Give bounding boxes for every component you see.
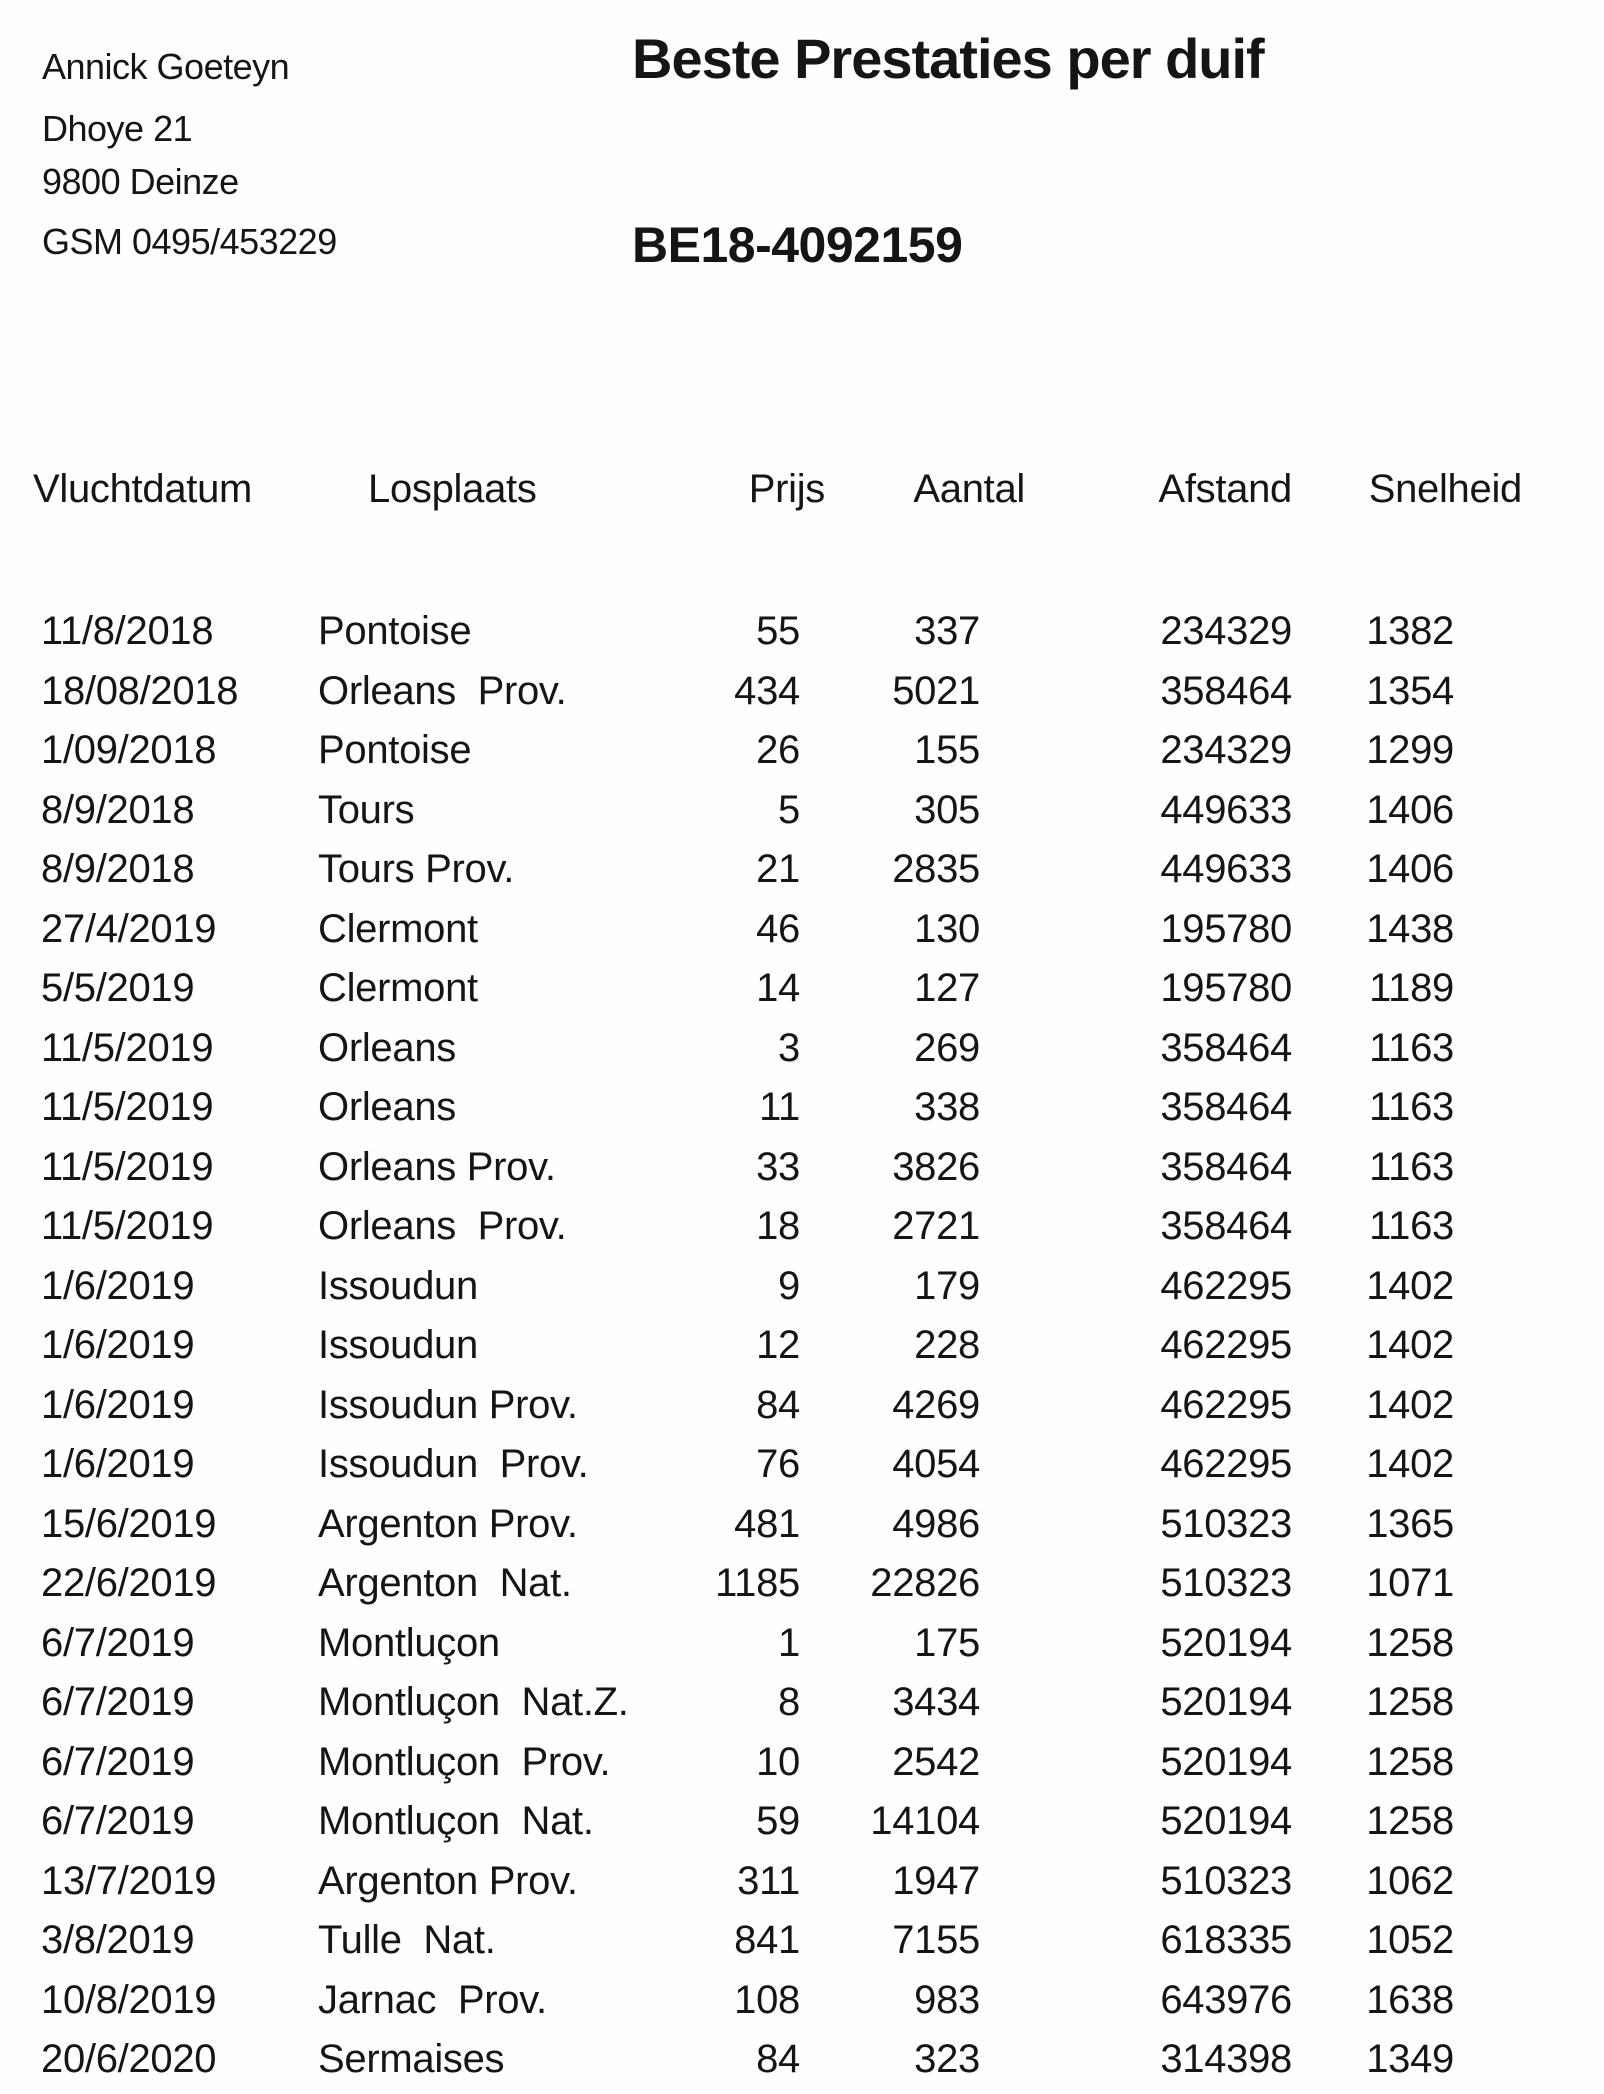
cell-distance: 510323 bbox=[1160, 1858, 1292, 1903]
cell-count: 5021 bbox=[892, 668, 980, 713]
cell-speed: 1071 bbox=[1366, 1561, 1454, 1605]
cell-place: Clermont bbox=[318, 906, 478, 951]
table-row bbox=[33, 1911, 1454, 1971]
cell-date: 1/6/2019 bbox=[41, 1263, 195, 1308]
cell-date: 15/6/2019 bbox=[41, 1501, 217, 1546]
cell-count: 127 bbox=[914, 966, 980, 1010]
cell-place: Orleans bbox=[318, 1085, 456, 1129]
cell-date: 6/7/2019 bbox=[41, 1799, 195, 1843]
table-row bbox=[33, 1792, 1454, 1852]
cell-speed: 1438 bbox=[1366, 906, 1454, 951]
cell-place: Montluçon Nat. bbox=[318, 1799, 594, 1843]
cell-prize: 434 bbox=[734, 668, 800, 713]
cell-prize: 9 bbox=[778, 1263, 800, 1308]
cell-distance: 358464 bbox=[1160, 1204, 1292, 1248]
cell-count: 155 bbox=[914, 728, 980, 772]
cell-distance: 462295 bbox=[1160, 1323, 1292, 1367]
cell-speed: 1062 bbox=[1366, 1858, 1454, 1903]
cell-speed: 1163 bbox=[1369, 1144, 1454, 1189]
cell-date: 6/7/2019 bbox=[41, 1620, 195, 1665]
cell-prize: 33 bbox=[756, 1144, 800, 1189]
cell-count: 3826 bbox=[892, 1144, 980, 1189]
cell-date: 11/5/2019 bbox=[41, 1085, 214, 1129]
cell-prize: 18 bbox=[756, 1204, 800, 1248]
cell-speed: 1052 bbox=[1366, 1918, 1454, 1962]
cell-date: 10/8/2019 bbox=[41, 1977, 217, 2022]
cell-distance: 358464 bbox=[1160, 1025, 1292, 1070]
cell-prize: 14 bbox=[756, 966, 800, 1010]
cell-distance: 234329 bbox=[1160, 728, 1292, 772]
cell-speed: 1365 bbox=[1366, 1501, 1454, 1546]
cell-place: Issoudun Prov. bbox=[318, 1382, 578, 1427]
cell-speed: 1402 bbox=[1366, 1382, 1454, 1427]
cell-speed: 1258 bbox=[1366, 1620, 1454, 1665]
table-row bbox=[33, 900, 1454, 960]
cell-speed: 1299 bbox=[1366, 728, 1454, 772]
cell-speed: 1189 bbox=[1369, 966, 1454, 1010]
table-row bbox=[33, 840, 1454, 900]
table-row bbox=[33, 1019, 1454, 1079]
cell-prize: 10 bbox=[756, 1739, 800, 1784]
col-header-prijs: Prijs bbox=[748, 467, 825, 511]
cell-place: Argenton Nat. bbox=[318, 1561, 572, 1605]
cell-date: 20/6/2020 bbox=[41, 2037, 217, 2081]
table-row bbox=[33, 1257, 1454, 1317]
table-row bbox=[33, 1316, 1454, 1376]
cell-prize: 84 bbox=[756, 1382, 800, 1427]
table-row bbox=[33, 1138, 1454, 1198]
cell-place: Orleans Prov. bbox=[318, 668, 567, 713]
cell-count: 337 bbox=[914, 609, 980, 653]
table-row bbox=[33, 1733, 1454, 1793]
sender-name: Annick Goeteyn bbox=[42, 46, 290, 87]
cell-distance: 618335 bbox=[1160, 1918, 1292, 1962]
table-row bbox=[33, 1971, 1454, 2031]
cell-prize: 59 bbox=[756, 1799, 800, 1843]
cell-distance: 520194 bbox=[1160, 1739, 1292, 1784]
cell-place: Issoudun bbox=[318, 1323, 478, 1367]
cell-date: 8/9/2018 bbox=[41, 787, 195, 832]
cell-prize: 311 bbox=[737, 1858, 800, 1903]
cell-date: 22/6/2019 bbox=[41, 1561, 217, 1605]
cell-place: Pontoise bbox=[318, 609, 472, 653]
table-row bbox=[33, 1197, 1454, 1257]
cell-speed: 1406 bbox=[1366, 787, 1454, 832]
cell-speed: 1349 bbox=[1366, 2037, 1454, 2081]
cell-place: Argenton Prov. bbox=[318, 1501, 578, 1546]
cell-date: 8/9/2018 bbox=[41, 847, 195, 891]
cell-count: 175 bbox=[914, 1620, 980, 1665]
cell-count: 4986 bbox=[892, 1501, 980, 1546]
cell-count: 2542 bbox=[892, 1739, 980, 1784]
cell-count: 305 bbox=[914, 787, 980, 832]
cell-speed: 1258 bbox=[1366, 1739, 1454, 1784]
cell-speed: 1354 bbox=[1366, 668, 1454, 713]
cell-count: 323 bbox=[914, 2037, 980, 2081]
cell-prize: 5 bbox=[778, 787, 800, 832]
cell-date: 3/8/2019 bbox=[41, 1918, 195, 1962]
table-row bbox=[33, 602, 1454, 662]
col-header-afstand: Afstand bbox=[1158, 467, 1292, 511]
table-row bbox=[33, 1673, 1454, 1733]
cell-date: 11/5/2019 bbox=[41, 1204, 214, 1248]
sender-phone: GSM 0495/453229 bbox=[42, 221, 337, 262]
col-header-vluchtdatum: Vluchtdatum bbox=[33, 467, 253, 511]
table-row bbox=[33, 721, 1454, 781]
cell-distance: 462295 bbox=[1160, 1382, 1292, 1427]
cell-date: 11/5/2019 bbox=[41, 1144, 214, 1189]
cell-date: 5/5/2019 bbox=[41, 966, 195, 1010]
cell-distance: 195780 bbox=[1160, 906, 1292, 951]
cell-place: Orleans Prov. bbox=[318, 1144, 556, 1189]
cell-date: 1/6/2019 bbox=[41, 1323, 195, 1367]
cell-count: 228 bbox=[914, 1323, 980, 1367]
cell-place: Issoudun bbox=[318, 1263, 478, 1308]
cell-distance: 462295 bbox=[1160, 1442, 1292, 1486]
col-header-aantal: Aantal bbox=[913, 467, 1025, 511]
cell-prize: 21 bbox=[756, 847, 800, 891]
cell-distance: 358464 bbox=[1160, 1144, 1292, 1189]
cell-place: Tours bbox=[318, 787, 415, 832]
sender-city: 9800 Deinze bbox=[42, 161, 239, 202]
cell-place: Sermaises bbox=[318, 2037, 505, 2081]
table-row bbox=[33, 1376, 1454, 1436]
cell-count: 3434 bbox=[892, 1680, 980, 1724]
page-title: Beste Prestaties per duif bbox=[632, 27, 1264, 90]
cell-speed: 1258 bbox=[1366, 1799, 1454, 1843]
cell-date: 11/5/2019 bbox=[41, 1025, 214, 1070]
cell-distance: 449633 bbox=[1160, 847, 1292, 891]
cell-count: 1947 bbox=[892, 1858, 980, 1903]
cell-place: Montluçon Prov. bbox=[318, 1739, 611, 1784]
cell-place: Orleans bbox=[318, 1025, 456, 1070]
cell-place: Montluçon bbox=[318, 1620, 500, 1665]
cell-count: 4269 bbox=[892, 1382, 980, 1427]
cell-prize: 1 bbox=[778, 1620, 800, 1665]
table-row bbox=[33, 1614, 1454, 1674]
cell-count: 338 bbox=[914, 1085, 980, 1129]
cell-place: Clermont bbox=[318, 966, 478, 1010]
cell-place: Issoudun Prov. bbox=[318, 1442, 589, 1486]
table-row bbox=[33, 1078, 1454, 1138]
ring-number: BE18-4092159 bbox=[632, 217, 963, 273]
cell-prize: 76 bbox=[756, 1442, 800, 1486]
cell-distance: 195780 bbox=[1160, 966, 1292, 1010]
cell-count: 269 bbox=[914, 1025, 980, 1070]
cell-count: 2835 bbox=[892, 847, 980, 891]
cell-date: 27/4/2019 bbox=[41, 906, 217, 951]
cell-count: 2721 bbox=[892, 1204, 980, 1248]
cell-distance: 643976 bbox=[1160, 1977, 1292, 2022]
sender-street: Dhoye 21 bbox=[42, 108, 193, 149]
cell-distance: 314398 bbox=[1160, 2037, 1292, 2081]
table-row bbox=[33, 2030, 1454, 2090]
cell-count: 983 bbox=[914, 1977, 980, 2022]
cell-place: Orleans Prov. bbox=[318, 1204, 567, 1248]
table-row bbox=[33, 1852, 1454, 1912]
results-table bbox=[33, 460, 1522, 2090]
cell-prize: 84 bbox=[756, 2037, 800, 2081]
cell-prize: 11 bbox=[759, 1085, 800, 1129]
cell-prize: 841 bbox=[734, 1918, 800, 1962]
cell-count: 130 bbox=[914, 906, 980, 951]
table-row bbox=[33, 1435, 1454, 1495]
cell-place: Jarnac Prov. bbox=[318, 1977, 547, 2022]
cell-prize: 3 bbox=[778, 1025, 800, 1070]
cell-date: 11/8/2018 bbox=[41, 609, 214, 653]
cell-prize: 26 bbox=[756, 728, 800, 772]
cell-date: 1/6/2019 bbox=[41, 1442, 195, 1486]
cell-count: 4054 bbox=[892, 1442, 980, 1486]
cell-place: Tulle Nat. bbox=[318, 1918, 496, 1962]
cell-count: 7155 bbox=[892, 1918, 980, 1962]
cell-prize: 108 bbox=[734, 1977, 800, 2022]
cell-speed: 1163 bbox=[1369, 1025, 1454, 1070]
cell-prize: 46 bbox=[756, 906, 800, 951]
cell-distance: 234329 bbox=[1160, 609, 1292, 653]
cell-prize: 481 bbox=[734, 1501, 800, 1546]
cell-speed: 1163 bbox=[1369, 1204, 1454, 1248]
cell-speed: 1638 bbox=[1366, 1977, 1454, 2022]
cell-speed: 1382 bbox=[1366, 609, 1454, 653]
cell-count: 22826 bbox=[870, 1561, 980, 1605]
cell-date: 18/08/2018 bbox=[41, 668, 239, 713]
cell-distance: 510323 bbox=[1160, 1501, 1292, 1546]
cell-date: 13/7/2019 bbox=[41, 1858, 217, 1903]
col-header-losplaats: Losplaats bbox=[368, 467, 537, 511]
table-row bbox=[33, 781, 1454, 841]
cell-prize: 1185 bbox=[715, 1561, 800, 1605]
cell-speed: 1402 bbox=[1366, 1442, 1454, 1486]
cell-prize: 55 bbox=[756, 609, 800, 653]
cell-speed: 1402 bbox=[1366, 1323, 1454, 1367]
table-header-row bbox=[33, 460, 1522, 518]
cell-speed: 1406 bbox=[1366, 847, 1454, 891]
cell-distance: 462295 bbox=[1160, 1263, 1292, 1308]
cell-place: Tours Prov. bbox=[318, 847, 515, 891]
table-row bbox=[33, 1554, 1454, 1614]
cell-date: 1/09/2018 bbox=[41, 728, 217, 772]
col-header-snelheid: Snelheid bbox=[1368, 467, 1522, 511]
cell-count: 14104 bbox=[870, 1799, 980, 1843]
cell-distance: 449633 bbox=[1160, 787, 1292, 832]
cell-speed: 1258 bbox=[1366, 1680, 1454, 1724]
cell-distance: 520194 bbox=[1160, 1799, 1292, 1843]
table-row bbox=[33, 662, 1454, 722]
cell-date: 6/7/2019 bbox=[41, 1739, 195, 1784]
cell-distance: 520194 bbox=[1160, 1620, 1292, 1665]
cell-speed: 1402 bbox=[1366, 1263, 1454, 1308]
cell-distance: 520194 bbox=[1160, 1680, 1292, 1724]
cell-distance: 358464 bbox=[1160, 1085, 1292, 1129]
cell-place: Argenton Prov. bbox=[318, 1858, 578, 1903]
cell-distance: 510323 bbox=[1160, 1561, 1292, 1605]
table-row bbox=[33, 1495, 1454, 1555]
cell-distance: 358464 bbox=[1160, 668, 1292, 713]
cell-date: 6/7/2019 bbox=[41, 1680, 195, 1724]
cell-date: 1/6/2019 bbox=[41, 1382, 195, 1427]
table-row bbox=[33, 959, 1454, 1019]
cell-place: Montluçon Nat.Z. bbox=[318, 1680, 629, 1724]
cell-prize: 8 bbox=[778, 1680, 800, 1724]
table-body bbox=[33, 602, 1454, 2090]
cell-speed: 1163 bbox=[1369, 1085, 1454, 1129]
cell-count: 179 bbox=[914, 1263, 980, 1308]
cell-prize: 12 bbox=[756, 1323, 800, 1367]
cell-place: Pontoise bbox=[318, 728, 472, 772]
